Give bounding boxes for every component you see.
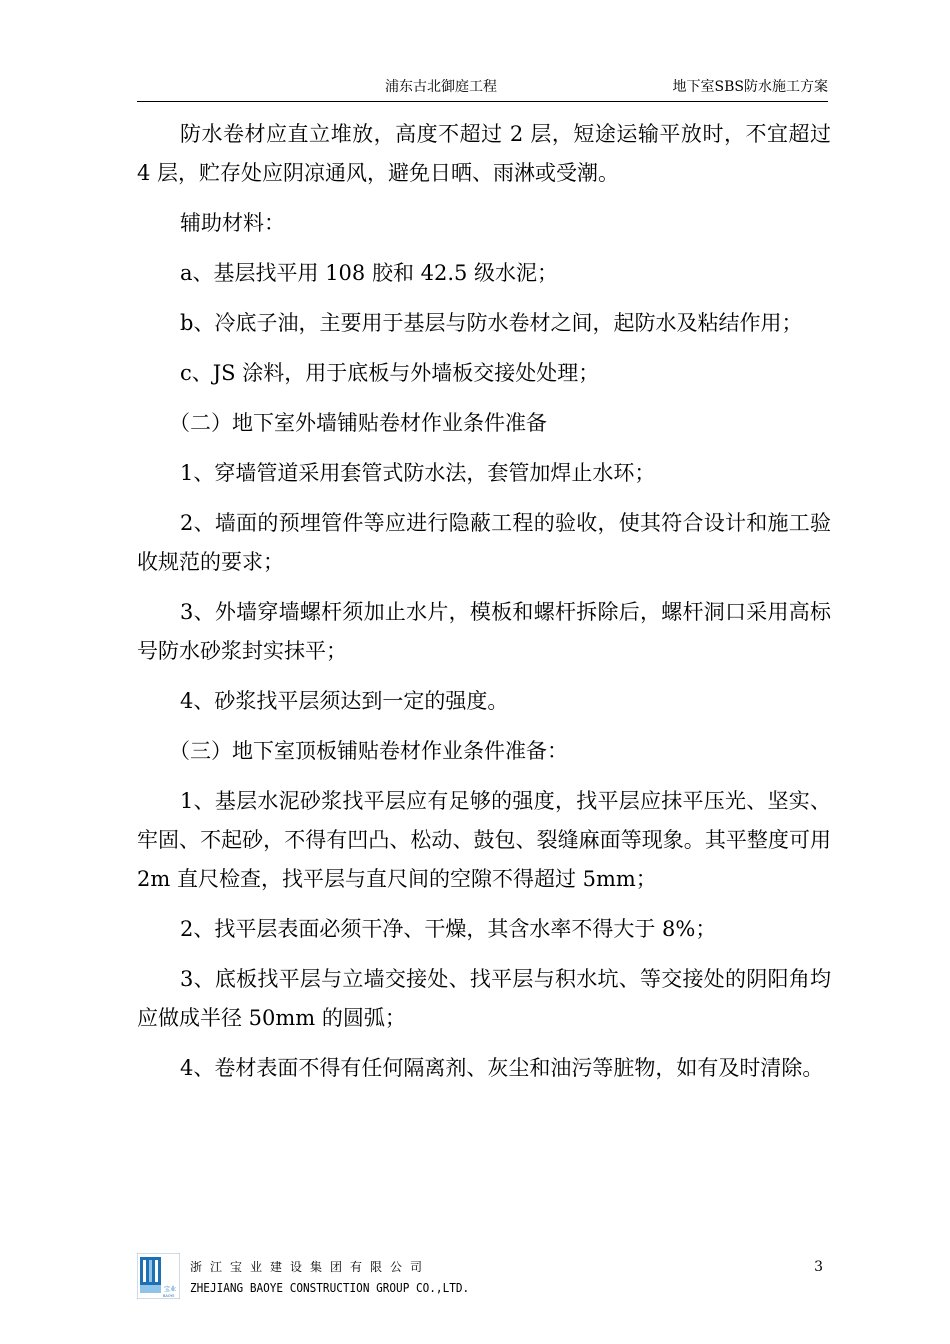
paragraph-auxiliary-materials: 辅助材料： bbox=[180, 211, 285, 235]
list-item-2-2: 2、墙面的预埋管件等应进行隐蔽工程的验收，使其符合设计和施工验收规范的要求； bbox=[137, 511, 831, 574]
document-body bbox=[137, 115, 831, 1099]
header-rule bbox=[137, 101, 828, 102]
header-document-title: 地下室SBS防水施工方案 bbox=[672, 79, 828, 95]
list-item-b: b、冷底子油，主要用于基层与防水卷材之间，起防水及粘结作用； bbox=[180, 311, 803, 335]
svg-text:BAOYE: BAOYE bbox=[163, 1294, 175, 1298]
section-heading-3: （三）地下室顶板铺贴卷材作业条件准备： bbox=[169, 739, 568, 763]
paragraph-storage: 防水卷材应直立堆放，高度不超过 2 层，短途运输平放时，不宜超过 4 层，贮存处应阴凉通风，避免日晒、雨淋或受潮。 bbox=[137, 122, 831, 185]
company-logo bbox=[137, 1253, 180, 1299]
page-header bbox=[137, 76, 828, 98]
list-item-a: a、基层找平用 108 胶和 42.5 级水泥； bbox=[180, 261, 559, 285]
footer-company-name-en: ZHEJIANG BAOYE CONSTRUCTION GROUP CO.,LTD. bbox=[190, 1281, 470, 1295]
list-item-3-1: 1、基层水泥砂浆找平层应有足够的强度，找平层应抹平压光、坚实、牢固、不起砂，不得有凹凸、松动、鼓包、裂缝麻面等现象。其平整度可用 2m 直尺检查，找平层与直尺间的空隙不得超过 5mm； bbox=[137, 789, 831, 891]
header-project-name: 浦东古北御庭工程 bbox=[385, 79, 497, 95]
list-item-2-3: 3、外墙穿墙螺杆须加止水片，模板和螺杆拆除后，螺杆洞口采用高标号防水砂浆封实抹平； bbox=[137, 600, 831, 663]
list-item-3-2: 2、找平层表面必须干净、干燥，其含水率不得大于 8%； bbox=[180, 917, 717, 941]
section-heading-2: （二）地下室外墙铺贴卷材作业条件准备 bbox=[169, 411, 547, 435]
list-item-3-4: 4、卷材表面不得有任何隔离剂、灰尘和油污等脏物，如有及时清除。 bbox=[180, 1056, 824, 1080]
list-item-3-3: 3、底板找平层与立墙交接处、找平层与积水坑、等交接处的阴阳角均应做成半径 50mm 的圆弧； bbox=[137, 967, 831, 1030]
list-item-2-1: 1、穿墙管道采用套管式防水法，套管加焊止水环； bbox=[180, 461, 656, 485]
page-number: 3 bbox=[814, 1259, 823, 1275]
footer-company-name-cn: 浙江宝业建设集团有限公司 bbox=[190, 1260, 431, 1274]
list-item-2-4: 4、砂浆找平层须达到一定的强度。 bbox=[180, 689, 509, 713]
list-item-c: c、JS 涂料，用于底板与外墙板交接处处理； bbox=[180, 361, 600, 385]
svg-text:宝业: 宝业 bbox=[164, 1286, 177, 1293]
